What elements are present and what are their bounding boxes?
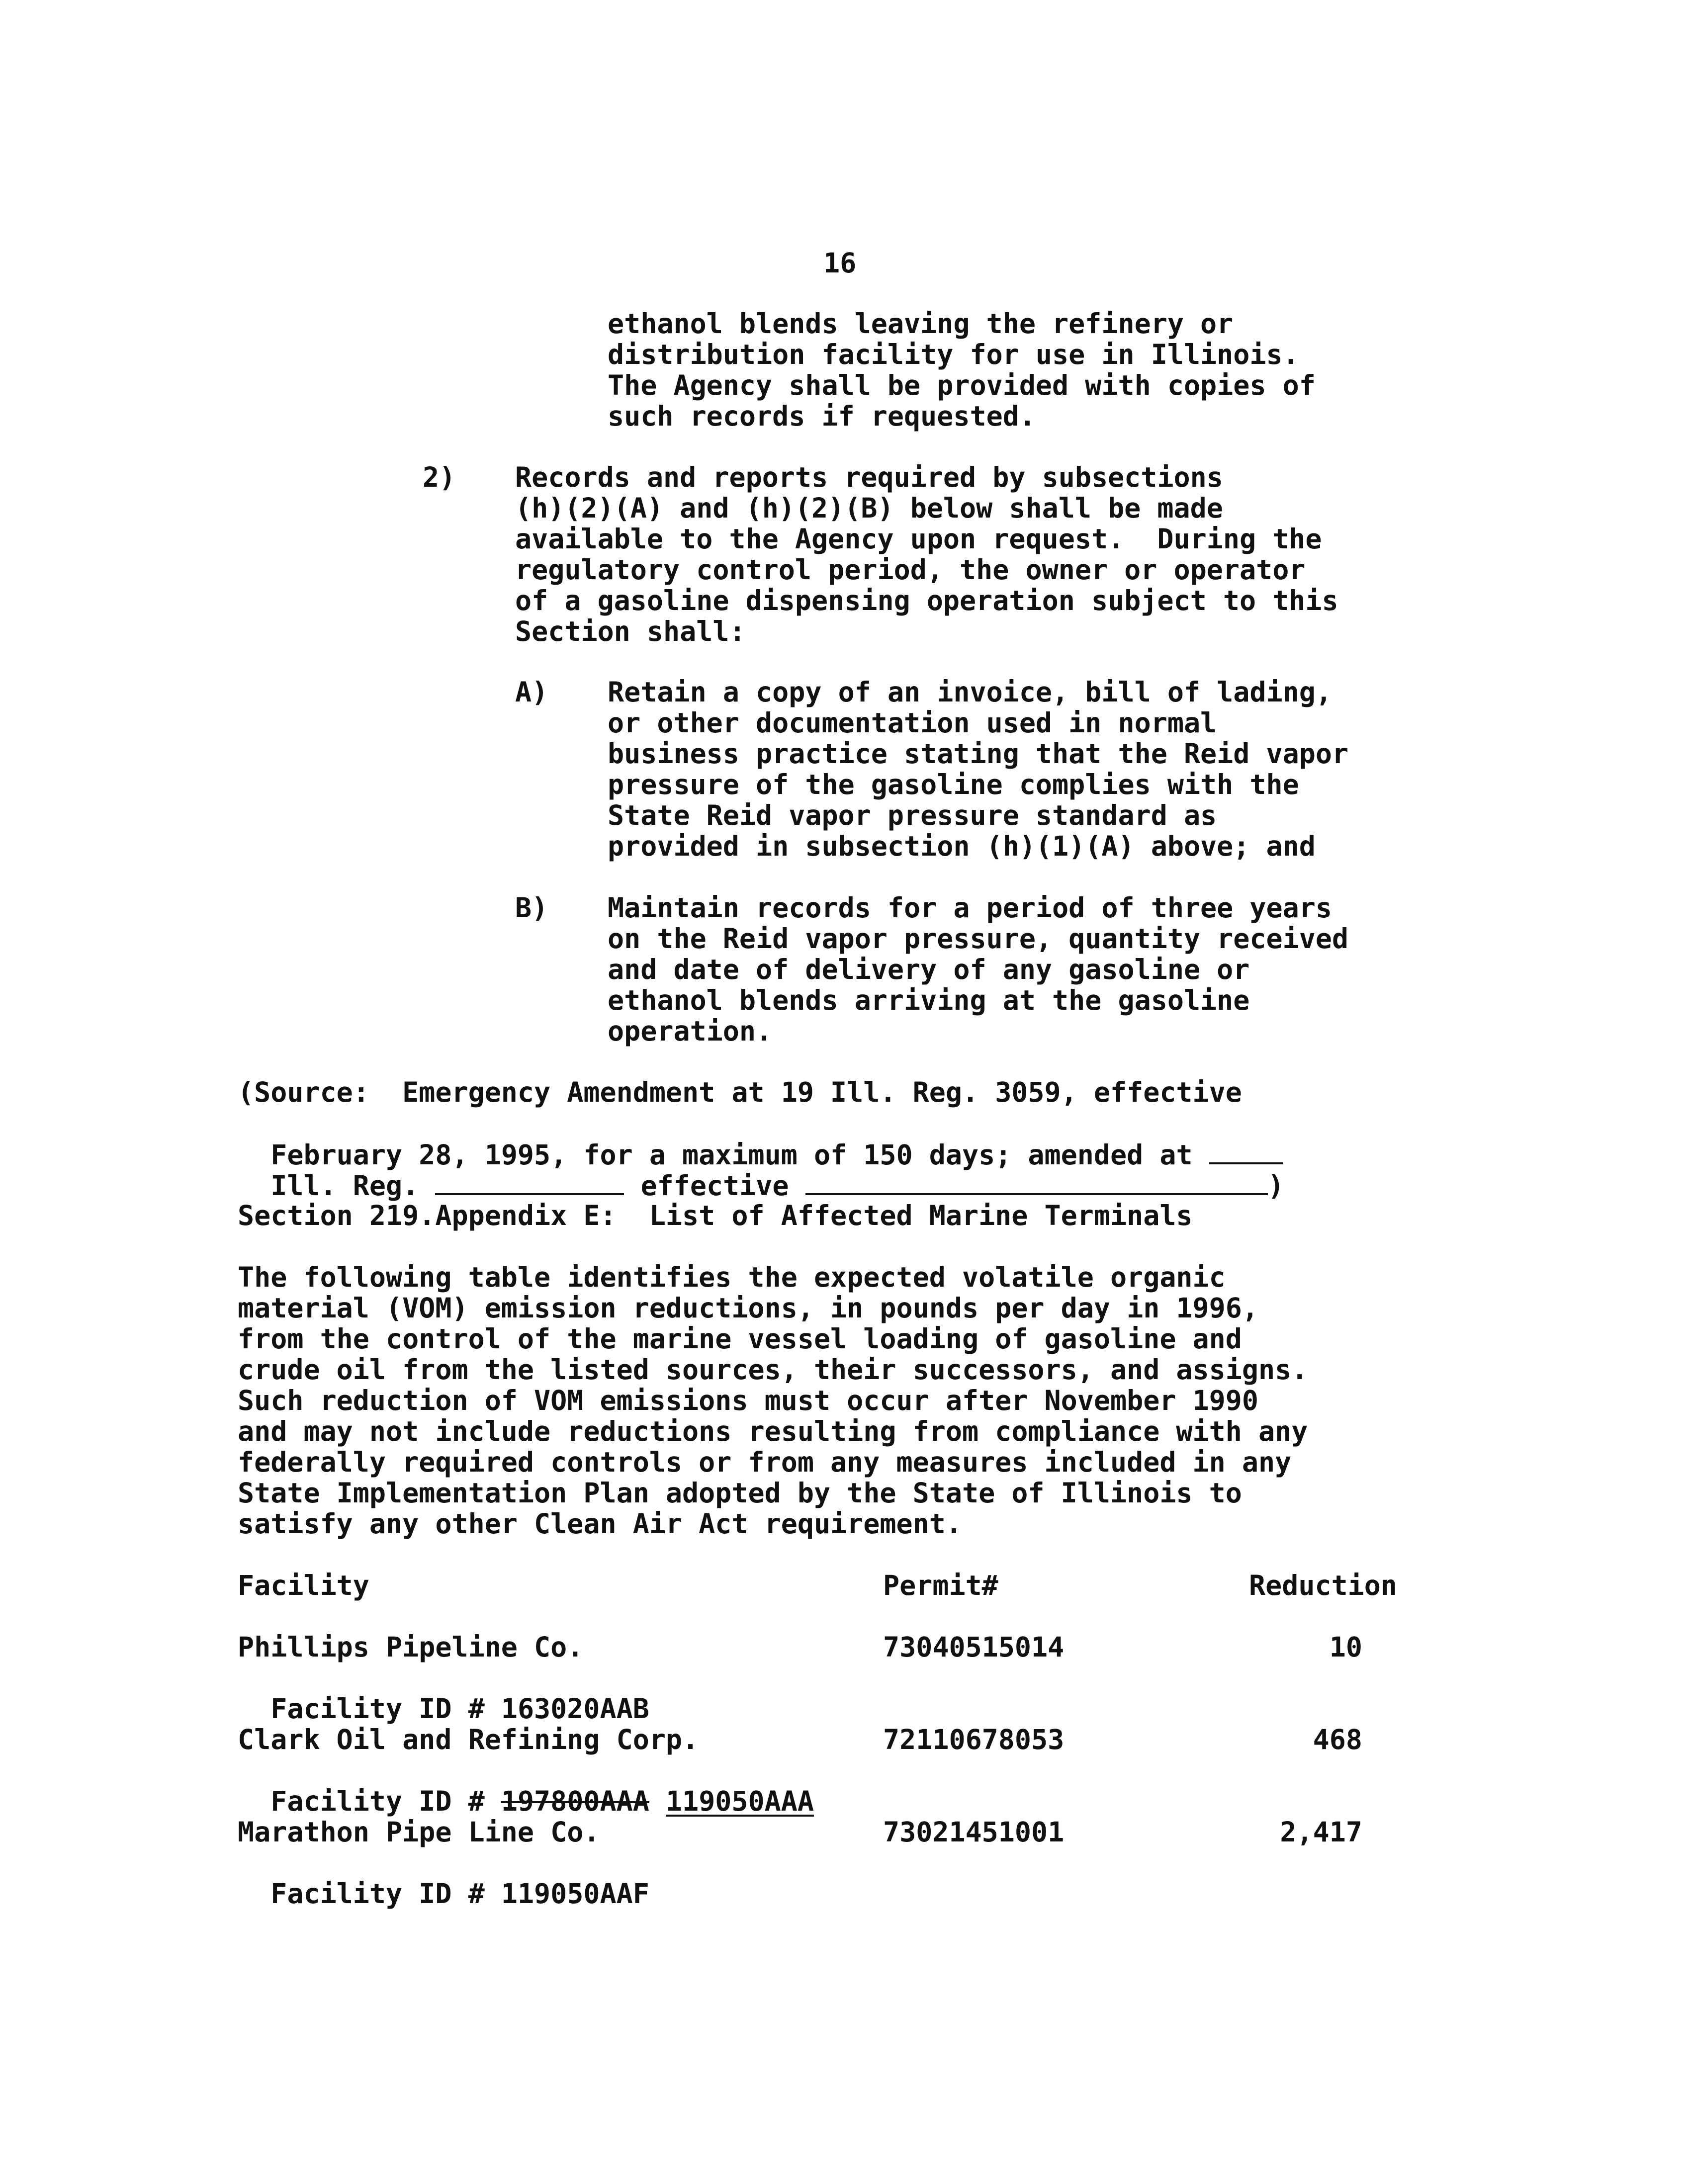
facility-id-added: 119050AAA [665, 1785, 814, 1817]
table-row-facility-id [238, 1755, 814, 1817]
item-b-line: on the Reid vapor pressure, quantity received [608, 923, 1349, 955]
item-2-line: regulatory control period, the owner or operator [515, 554, 1306, 586]
body-line: material (VOM) emission reductions, in pounds per day in 1996, [238, 1292, 1258, 1324]
item-2-line: of a gasoline dispensing operation subject to this [515, 585, 1338, 616]
item-2-label: 2) [423, 461, 456, 493]
item-b-line: Maintain records for a period of three years [608, 892, 1332, 924]
table-row-reduction: 10 [1329, 1631, 1362, 1663]
body-line: The following table identifies the expected volatile organic [238, 1261, 1226, 1293]
intro-line: such records if requested. [608, 400, 1036, 432]
intro-line: ethanol blends leaving the refinery or [608, 308, 1234, 340]
facility-id: 163020AAB [501, 1693, 649, 1725]
item-b-line: operation. [608, 1015, 773, 1047]
body-line: federally required controls or from any measures included in any [238, 1446, 1292, 1478]
item-a-line: provided in subsection (h)(1)(A) above; and [608, 830, 1316, 862]
item-2-line: (h)(2)(A) and (h)(2)(B) below shall be made [515, 492, 1223, 524]
item-b-line: and date of delivery of any gasoline or [608, 954, 1250, 985]
item-2-line: available to the Agency upon request. During the [515, 523, 1322, 555]
source-line-text: effective [640, 1170, 789, 1202]
table-row-reduction: 468 [1313, 1724, 1362, 1755]
source-close-paren: ) [1267, 1170, 1284, 1202]
item-a-line: business practice stating that the Reid vapor [608, 738, 1349, 770]
item-b-line: ethanol blends arriving at the gasoline [608, 984, 1250, 1016]
item-a-line: State Reid vapor pressure standard as [608, 799, 1217, 831]
table-header-permit: Permit# [883, 1570, 998, 1601]
blank-line [435, 1169, 624, 1195]
source-line [238, 1138, 1284, 1201]
facility-id-deleted: 197800AAA [501, 1785, 649, 1817]
table-row-permit: 73040515014 [883, 1631, 1065, 1663]
facility-id-prefix: Facility ID # [270, 1878, 501, 1910]
blank-line [805, 1169, 1268, 1195]
body-line: crude oil from the listed sources, their successors, and assigns. [238, 1354, 1308, 1386]
table-row-facility-name: Clark Oil and Refining Corp. [238, 1724, 699, 1755]
body-line: satisfy any other Clean Air Act requirement. [238, 1508, 962, 1540]
item-2-line: Section shall: [515, 615, 746, 647]
page-number: 16 [823, 247, 857, 279]
table-row-permit: 72110678053 [883, 1724, 1065, 1755]
source-line-text: Ill. Reg. [270, 1170, 419, 1202]
source-line: (Source: Emergency Amendment at 19 Ill. Reg. 3059, effective [238, 1076, 1242, 1108]
facility-id-prefix: Facility ID # [270, 1693, 501, 1725]
body-line: and may not include reductions resulting from compliance with any [238, 1415, 1308, 1447]
facility-id-prefix: Facility ID # [270, 1785, 501, 1817]
source-line-text: February 28, 1995, for a maximum of 150 days; amended at [270, 1139, 1193, 1171]
item-a-line: Retain a copy of an invoice, bill of lading, [608, 676, 1332, 708]
item-a-line: pressure of the gasoline complies with the [608, 769, 1299, 800]
body-line: State Implementation Plan adopted by the State of Illinois to [238, 1477, 1242, 1509]
table-row-facility-name: Phillips Pipeline Co. [238, 1631, 584, 1663]
table-header-facility: Facility [238, 1570, 369, 1601]
item-a-label: A) [515, 676, 548, 708]
table-row-reduction: 2,417 [1280, 1816, 1362, 1848]
intro-line: The Agency shall be provided with copies of [608, 369, 1316, 401]
item-b-label: B) [515, 892, 548, 924]
table-row-facility-id [238, 1662, 649, 1724]
item-a-line: or other documentation used in normal [608, 707, 1217, 739]
facility-id: 119050AAF [501, 1878, 649, 1910]
body-line: Such reduction of VOM emissions must occur after November 1990 [238, 1385, 1258, 1416]
section-heading: Section 219.Appendix E: List of Affected Marine Terminals [238, 1200, 1193, 1231]
table-row-facility-id [238, 1847, 649, 1909]
table-row-facility-name: Marathon Pipe Line Co. [238, 1816, 600, 1848]
table-row-permit: 73021451001 [883, 1816, 1065, 1848]
item-2-line: Records and reports required by subsections [515, 461, 1223, 493]
body-line: from the control of the marine vessel loading of gasoline and [238, 1323, 1242, 1355]
intro-line: distribution facility for use in Illinois. [608, 339, 1299, 370]
table-header-reduction: Reduction [1249, 1570, 1398, 1601]
